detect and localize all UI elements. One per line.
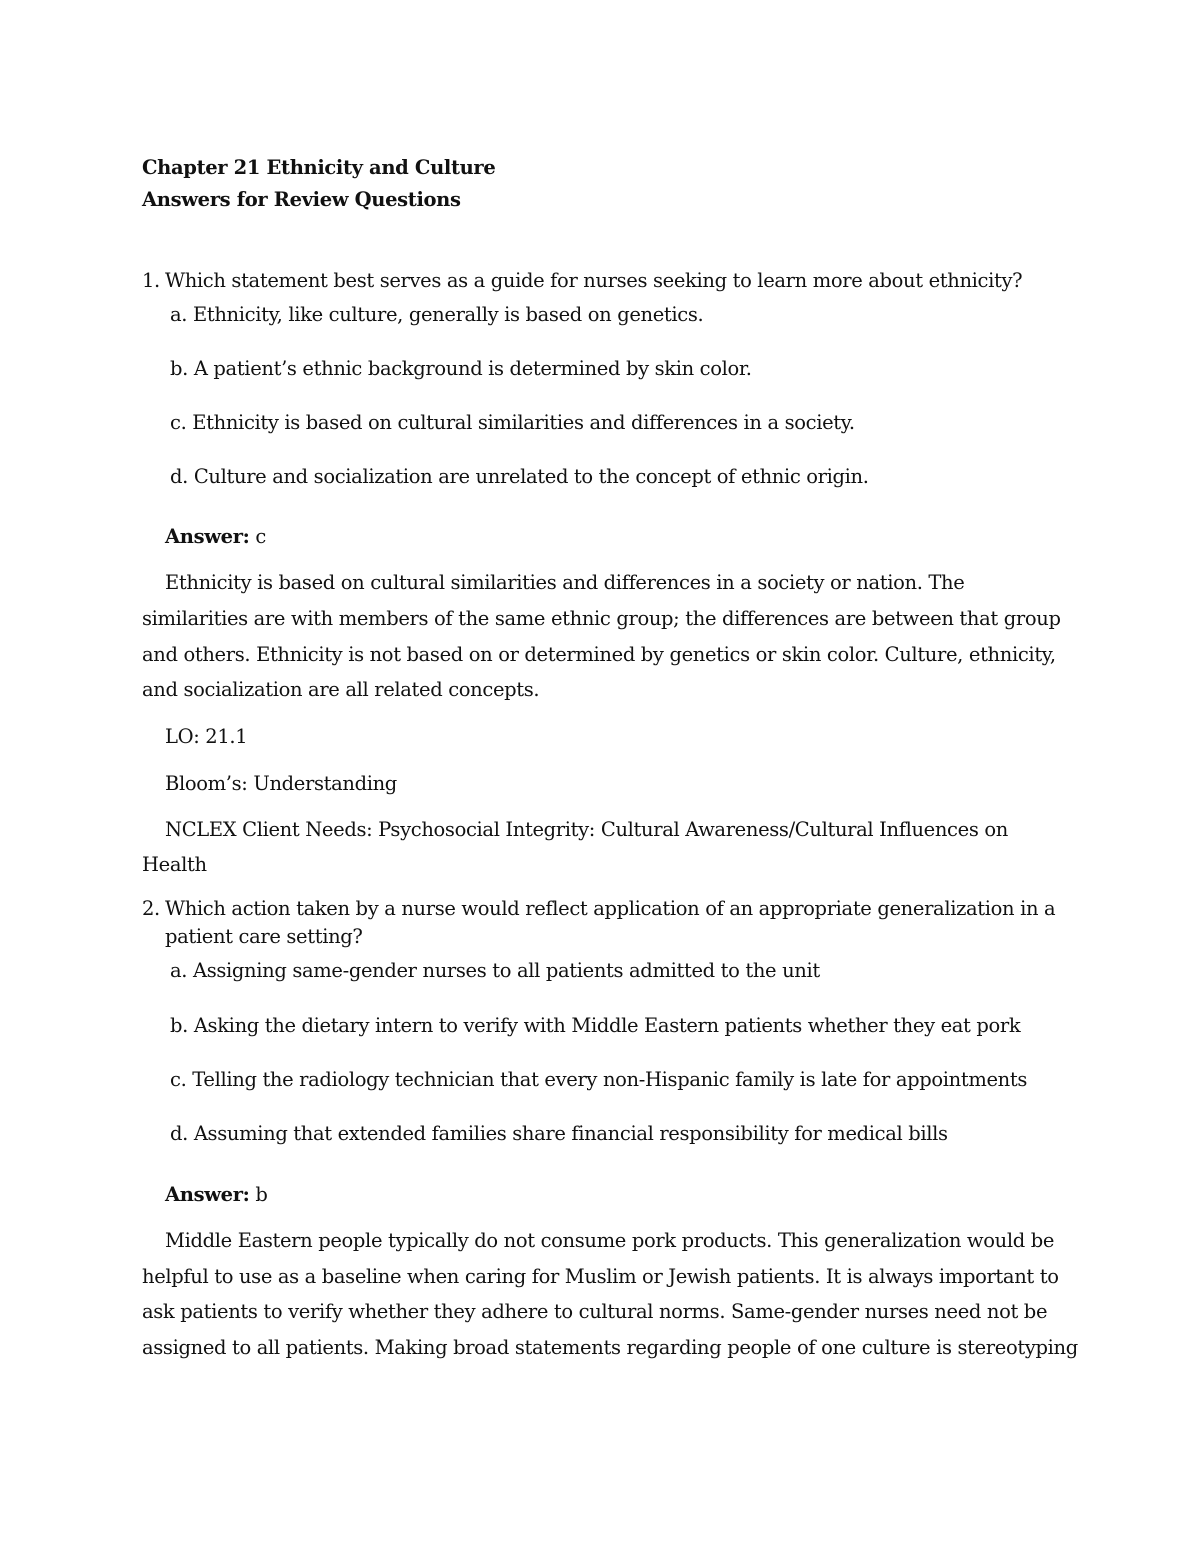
question-1-option-b: b. A patient’s ethnic background is determined by skin color. xyxy=(170,357,752,380)
question-2-rationale-line-2: helpful to use as a baseline when caring for Muslim or Jewish patients. It is always important to xyxy=(142,1265,1059,1288)
question-1-option-a: a. Ethnicity, like culture, generally is based on genetics. xyxy=(170,303,704,326)
chapter-title: Chapter 21 Ethnicity and Culture xyxy=(142,156,496,179)
question-2-option-d: d. Assuming that extended families share financial responsibility for medical bills xyxy=(170,1122,948,1145)
section-subtitle: Answers for Review Questions xyxy=(142,188,461,211)
question-2-option-b: b. Asking the dietary intern to verify with Middle Eastern patients whether they eat pork xyxy=(170,1014,1021,1037)
answer-label: Answer: xyxy=(165,1183,250,1206)
question-1-option-d: d. Culture and socialization are unrelated to the concept of ethnic origin. xyxy=(170,465,869,488)
question-1-number: 1. xyxy=(142,269,160,292)
question-1-rationale-line-3: and others. Ethnicity is not based on or determined by genetics or skin color. Culture, ethnicity, xyxy=(142,643,1056,666)
question-1-nclex-line-2: Health xyxy=(142,853,207,876)
question-1-learning-objective: LO: 21.1 xyxy=(165,725,248,748)
question-2-rationale-line-4: assigned to all patients. Making broad statements regarding people of one culture is stereotyping xyxy=(142,1336,1078,1359)
question-1-rationale-line-4: and socialization are all related concepts. xyxy=(142,678,540,701)
answer-value: b xyxy=(255,1183,268,1206)
question-1-answer xyxy=(165,524,266,550)
question-2-stem-line-2: patient care setting? xyxy=(165,925,363,948)
question-2-stem-line-1: Which action taken by a nurse would reflect application of an appropriate generalization in a xyxy=(165,897,1056,920)
question-2-option-c: c. Telling the radiology technician that every non-Hispanic family is late for appointments xyxy=(170,1068,1028,1091)
question-1-option-c: c. Ethnicity is based on cultural similarities and differences in a society. xyxy=(170,411,855,434)
question-2-option-a: a. Assigning same-gender nurses to all patients admitted to the unit xyxy=(170,959,820,982)
question-2-answer xyxy=(165,1182,268,1208)
question-1-rationale-line-1: Ethnicity is based on cultural similarities and differences in a society or nation. The xyxy=(165,571,965,594)
question-2-rationale-line-3: ask patients to verify whether they adhere to cultural norms. Same-gender nurses need not be xyxy=(142,1300,1048,1323)
answer-value: c xyxy=(255,525,266,548)
question-1-nclex-line-1: NCLEX Client Needs: Psychosocial Integrity: Cultural Awareness/Cultural Influences on xyxy=(165,818,1008,841)
question-1-blooms-level: Bloom’s: Understanding xyxy=(165,772,397,795)
question-1-rationale-line-2: similarities are with members of the same ethnic group; the differences are between that group xyxy=(142,607,1061,630)
question-1-stem: Which statement best serves as a guide for nurses seeking to learn more about ethnicity? xyxy=(165,269,1023,292)
question-2-rationale-line-1: Middle Eastern people typically do not consume pork products. This generalization would be xyxy=(165,1229,1055,1252)
answer-label: Answer: xyxy=(165,525,250,548)
question-2-number: 2. xyxy=(142,897,160,920)
